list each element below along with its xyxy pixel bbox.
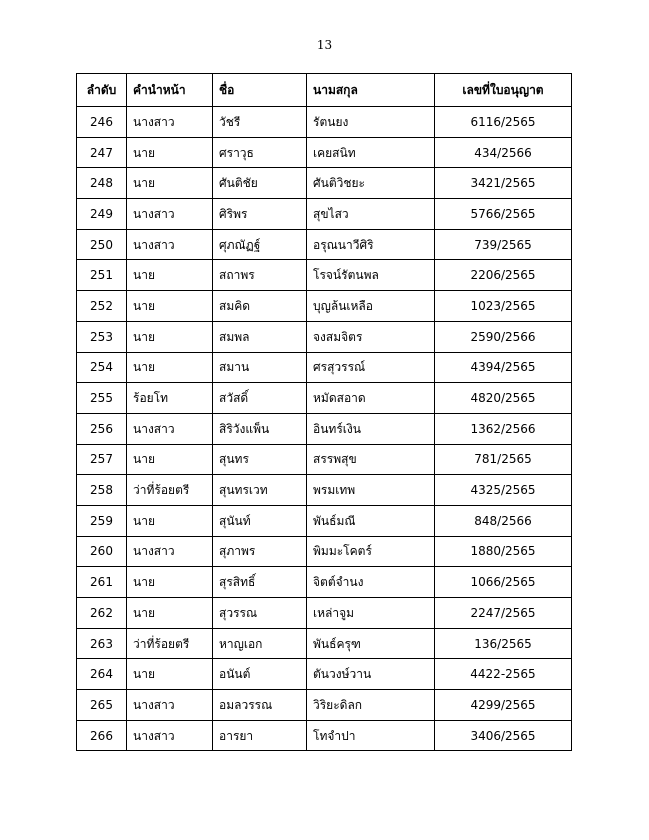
license-table [76, 73, 572, 751]
table-row [77, 199, 572, 230]
cell-license: 2206/2565 [435, 260, 572, 291]
cell-prefix: ว่าที่ร้อยตรี [127, 475, 213, 506]
cell-order: 253 [77, 321, 127, 352]
cell-order: 260 [77, 536, 127, 567]
cell-last-name: โรจน์รัตนพล [307, 260, 435, 291]
cell-last-name: หมัดสอาด [307, 383, 435, 414]
cell-prefix: นางสาว [127, 199, 213, 230]
cell-order: 266 [77, 720, 127, 751]
cell-first-name: สิริวังแพ็น [213, 413, 307, 444]
cell-last-name: เคยสนิท [307, 137, 435, 168]
cell-last-name: โทจำปา [307, 720, 435, 751]
cell-last-name: อรุณนาวีศิริ [307, 229, 435, 260]
cell-prefix: นาย [127, 567, 213, 598]
cell-order: 248 [77, 168, 127, 199]
cell-order: 255 [77, 383, 127, 414]
cell-order: 252 [77, 291, 127, 322]
cell-license: 4422-2565 [435, 659, 572, 690]
cell-order: 249 [77, 199, 127, 230]
cell-first-name: สมาน [213, 352, 307, 383]
column-header-first-name: ชื่อ [213, 74, 307, 107]
cell-last-name: พิมมะโคตร์ [307, 536, 435, 567]
cell-last-name: พันธ์มณี [307, 505, 435, 536]
cell-license: 3421/2565 [435, 168, 572, 199]
cell-first-name: หาญเอก [213, 628, 307, 659]
cell-prefix: นาย [127, 352, 213, 383]
cell-order: 264 [77, 659, 127, 690]
cell-first-name: สมพล [213, 321, 307, 352]
table-row [77, 659, 572, 690]
table-row [77, 505, 572, 536]
table-row [77, 567, 572, 598]
cell-first-name: สถาพร [213, 260, 307, 291]
cell-first-name: ศราวุธ [213, 137, 307, 168]
table-row [77, 690, 572, 721]
cell-last-name: อินทร์เงิน [307, 413, 435, 444]
cell-license: 5766/2565 [435, 199, 572, 230]
cell-order: 263 [77, 628, 127, 659]
cell-prefix: นาย [127, 444, 213, 475]
cell-license: 781/2565 [435, 444, 572, 475]
cell-first-name: สุภาพร [213, 536, 307, 567]
table-row [77, 720, 572, 751]
cell-prefix: นาย [127, 168, 213, 199]
cell-last-name: พรมเทพ [307, 475, 435, 506]
cell-order: 250 [77, 229, 127, 260]
cell-last-name: เหล่าจูม [307, 598, 435, 629]
cell-order: 262 [77, 598, 127, 629]
table-row [77, 260, 572, 291]
cell-license: 2590/2566 [435, 321, 572, 352]
cell-order: 247 [77, 137, 127, 168]
cell-order: 257 [77, 444, 127, 475]
cell-prefix: นางสาว [127, 229, 213, 260]
page-number: 13 [316, 38, 333, 52]
cell-order: 259 [77, 505, 127, 536]
cell-prefix: นาย [127, 321, 213, 352]
cell-prefix: นาย [127, 505, 213, 536]
table-body [77, 107, 572, 751]
table-row [77, 413, 572, 444]
cell-first-name: ศิริพร [213, 199, 307, 230]
table-row [77, 598, 572, 629]
cell-first-name: วัชรี [213, 107, 307, 138]
cell-last-name: จิตต์จำนง [307, 567, 435, 598]
cell-last-name: รัตนยง [307, 107, 435, 138]
cell-prefix: นางสาว [127, 107, 213, 138]
cell-first-name: สุวรรณ [213, 598, 307, 629]
table-row [77, 475, 572, 506]
cell-prefix: ร้อยโท [127, 383, 213, 414]
cell-license: 2247/2565 [435, 598, 572, 629]
cell-order: 265 [77, 690, 127, 721]
cell-prefix: ว่าที่ร้อยตรี [127, 628, 213, 659]
table-row [77, 321, 572, 352]
cell-prefix: นางสาว [127, 720, 213, 751]
cell-license: 4325/2565 [435, 475, 572, 506]
cell-license: 1362/2566 [435, 413, 572, 444]
cell-license: 1023/2565 [435, 291, 572, 322]
cell-license: 136/2565 [435, 628, 572, 659]
cell-prefix: นาย [127, 659, 213, 690]
column-header-last-name: นามสกุล [307, 74, 435, 107]
cell-order: 261 [77, 567, 127, 598]
table-row [77, 291, 572, 322]
cell-license: 848/2566 [435, 505, 572, 536]
table-row [77, 107, 572, 138]
cell-last-name: สุขไสว [307, 199, 435, 230]
cell-last-name: ศันติวิชยะ [307, 168, 435, 199]
column-header-license: เลขที่ใบอนุญาต [435, 74, 572, 107]
table-row [77, 352, 572, 383]
cell-license: 434/2566 [435, 137, 572, 168]
cell-first-name: ศุภณัฏฐ์ [213, 229, 307, 260]
cell-order: 256 [77, 413, 127, 444]
cell-license: 3406/2565 [435, 720, 572, 751]
cell-last-name: วิริยะดิลก [307, 690, 435, 721]
table-row [77, 383, 572, 414]
cell-first-name: สมคิด [213, 291, 307, 322]
table-row [77, 168, 572, 199]
cell-license: 1880/2565 [435, 536, 572, 567]
cell-license: 739/2565 [435, 229, 572, 260]
cell-first-name: ศันติชัย [213, 168, 307, 199]
cell-first-name: สุรสิทธิ์ [213, 567, 307, 598]
cell-prefix: นาย [127, 137, 213, 168]
cell-order: 254 [77, 352, 127, 383]
cell-prefix: นางสาว [127, 413, 213, 444]
cell-order: 246 [77, 107, 127, 138]
cell-license: 4820/2565 [435, 383, 572, 414]
table-row [77, 229, 572, 260]
cell-last-name: จงสมจิตร [307, 321, 435, 352]
cell-prefix: นางสาว [127, 536, 213, 567]
cell-prefix: นาย [127, 598, 213, 629]
cell-first-name: อมลวรรณ [213, 690, 307, 721]
cell-first-name: สุนันท์ [213, 505, 307, 536]
cell-last-name: พันธ์ครุฑ [307, 628, 435, 659]
cell-license: 6116/2565 [435, 107, 572, 138]
cell-last-name: ศรสุวรรณ์ [307, 352, 435, 383]
table-row [77, 628, 572, 659]
cell-prefix: นางสาว [127, 690, 213, 721]
cell-first-name: อารยา [213, 720, 307, 751]
cell-license: 4394/2565 [435, 352, 572, 383]
cell-order: 258 [77, 475, 127, 506]
cell-license: 1066/2565 [435, 567, 572, 598]
cell-prefix: นาย [127, 291, 213, 322]
table-header-row [77, 74, 572, 107]
cell-last-name: ตันวงษ์วาน [307, 659, 435, 690]
cell-first-name: สุนทร [213, 444, 307, 475]
cell-first-name: อนันต์ [213, 659, 307, 690]
cell-first-name: สุนทรเวท [213, 475, 307, 506]
cell-first-name: สวัสดิ์ [213, 383, 307, 414]
cell-last-name: สรรพสุข [307, 444, 435, 475]
table-row [77, 536, 572, 567]
cell-order: 251 [77, 260, 127, 291]
cell-last-name: บุญล้นเหลือ [307, 291, 435, 322]
table-row [77, 444, 572, 475]
column-header-order: ลำดับ [77, 74, 127, 107]
cell-license: 4299/2565 [435, 690, 572, 721]
column-header-prefix: คำนำหน้า [127, 74, 213, 107]
cell-prefix: นาย [127, 260, 213, 291]
table-row [77, 137, 572, 168]
